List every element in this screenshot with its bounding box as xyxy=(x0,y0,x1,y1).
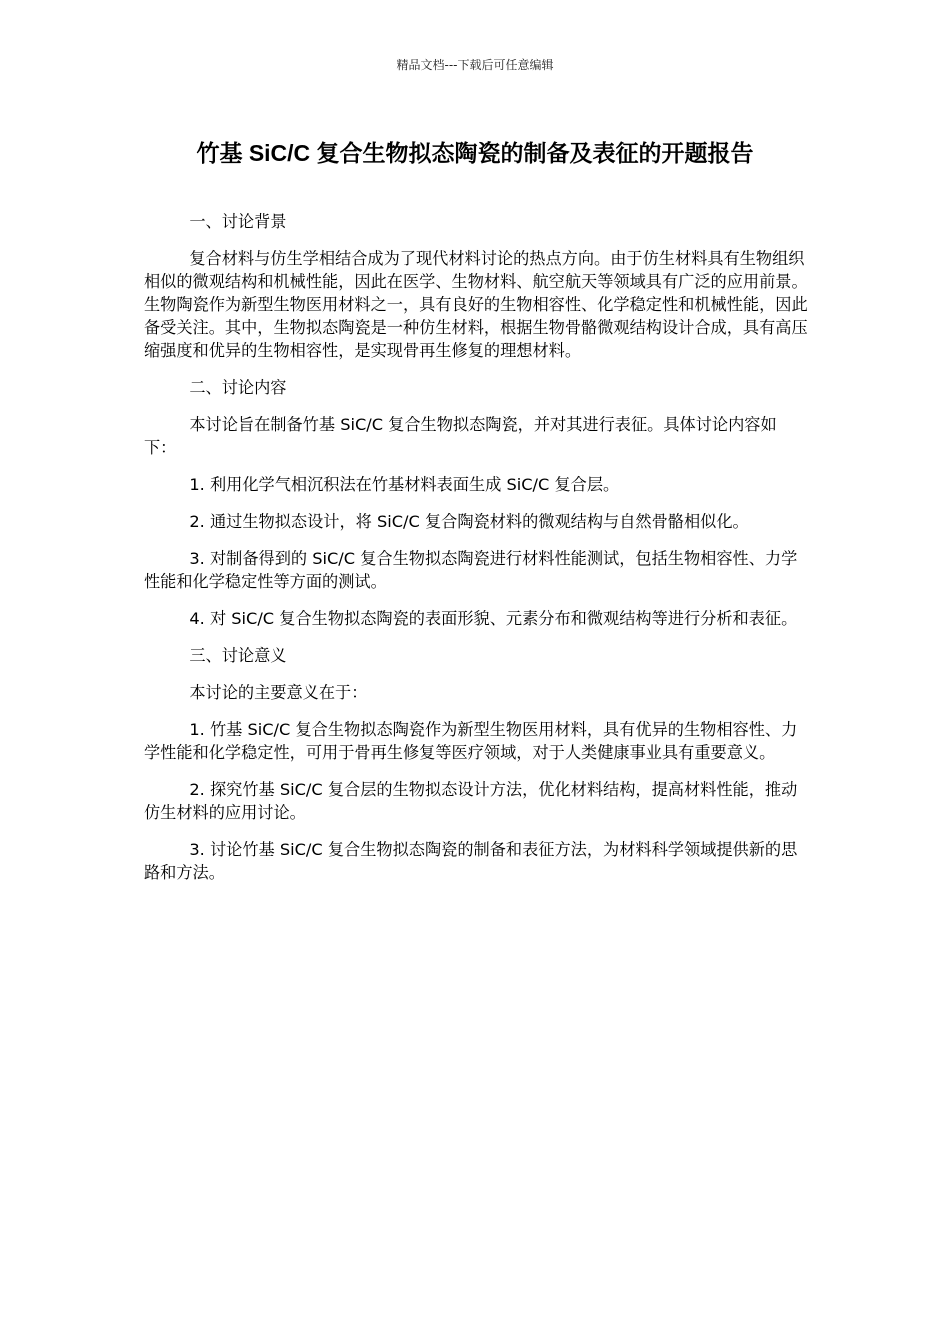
list-item-significance-3: 3. 讨论竹基 SiC/C 复合生物拟态陶瓷的制备和表征方法，为材料科学领域提供新的思路和方法。 xyxy=(144,840,798,882)
list-item-content-3: 3. 对制备得到的 SiC/C 复合生物拟态陶瓷进行材料性能测试，包括生物相容性、力学性能和化学稳定性等方面的测试。 xyxy=(144,549,798,591)
document-title: 竹基 SiC/C 复合生物拟态陶瓷的制备及表征的开题报告 xyxy=(196,140,754,166)
header-note: 精品文档---下载后可任意编辑 xyxy=(396,58,554,72)
paragraph-background: 复合材料与仿生学相结合成为了现代材料讨论的热点方向。由于仿生材料具有生物组织相似的微观结构和机械性能，因此在医学、生物材料、航空航天等领域具有广泛的应用前景。生物陶瓷作为新型生物医用材料之一，具有良好的生物相容性、化学稳定性和机械性能，因此备受关注。其中，生物拟态陶瓷是一种仿生材料，根据生物骨骼微观结构设计合成，具有高压缩强度和优异的生物相容性，是实现骨再生修复的理想材料。 xyxy=(144,249,808,360)
list-item-significance-1: 1. 竹基 SiC/C 复合生物拟态陶瓷作为新型生物医用材料，具有优异的生物相容性、力学性能和化学稳定性，可用于骨再生修复等医疗领域，对于人类健康事业具有重要意义。 xyxy=(144,720,798,762)
section-heading-content: 二、讨论内容 xyxy=(189,378,287,397)
list-item-content-2: 2. 通过生物拟态设计，将 SiC/C 复合陶瓷材料的微观结构与自然骨骼相似化。 xyxy=(189,512,749,531)
paragraph-significance-intro: 本讨论的主要意义在于： xyxy=(189,683,368,702)
paragraph-content-intro: 本讨论旨在制备竹基 SiC/C 复合生物拟态陶瓷，并对其进行表征。具体讨论内容如下： xyxy=(144,415,777,457)
document-body xyxy=(144,210,808,898)
list-item-content-1: 1. 利用化学气相沉积法在竹基材料表面生成 SiC/C 复合层。 xyxy=(189,475,620,494)
section-heading-significance: 三、讨论意义 xyxy=(189,646,287,665)
list-item-significance-2: 2. 探究竹基 SiC/C 复合层的生物拟态设计方法，优化材料结构，提高材料性能，推动仿生材料的应用讨论。 xyxy=(144,780,798,822)
section-heading-background: 一、讨论背景 xyxy=(189,212,287,231)
list-item-content-4: 4. 对 SiC/C 复合生物拟态陶瓷的表面形貌、元素分布和微观结构等进行分析和表征。 xyxy=(189,609,798,628)
